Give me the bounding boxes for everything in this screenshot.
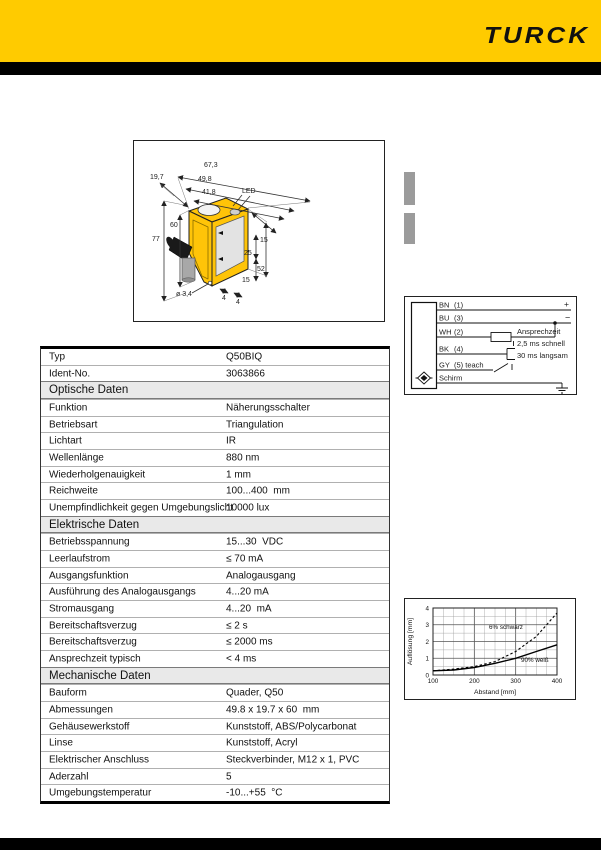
- table-row: [41, 701, 389, 718]
- dim-label: 4: [222, 295, 226, 302]
- x-tick-label: 100: [427, 678, 439, 685]
- redacted-block-2: [404, 213, 415, 244]
- product-drawing: [134, 141, 384, 321]
- pin-2-label: (2): [454, 327, 464, 337]
- table-row: [41, 633, 389, 650]
- row-label: Bereitschaftsverzug: [49, 620, 137, 632]
- row-value: 100...400 mm: [226, 485, 290, 497]
- row-label: Aderzahl: [49, 771, 89, 783]
- wire-wh-label: WH: [439, 327, 452, 337]
- row-label: Linse: [49, 737, 73, 749]
- resistor-symbol: [491, 333, 511, 342]
- row-value: 880 nm: [226, 452, 260, 464]
- slow-note: 30 ms langsam: [517, 351, 568, 360]
- wiring-diagram: [405, 297, 576, 394]
- dim-label: 67,3: [204, 162, 218, 169]
- dim-label: 15: [242, 277, 250, 284]
- row-label: Umgebungstemperatur: [49, 787, 152, 799]
- table-row: [41, 533, 389, 550]
- row-value: 49.8 x 19.7 x 60 mm: [226, 704, 320, 716]
- row-value: ≤ 2000 ms: [226, 636, 273, 648]
- dim-label: ø 3,4: [176, 291, 192, 298]
- row-label: Wellenlänge: [49, 452, 104, 464]
- chart-panel: [404, 598, 576, 700]
- y-axis-label: Auflösung [mm]: [407, 617, 414, 666]
- row-value: 15...30 VDC: [226, 536, 284, 548]
- row-label: Ausgangsfunktion: [49, 570, 129, 582]
- dim-label: 52: [257, 266, 265, 273]
- redacted-block-1: [404, 172, 415, 205]
- pin-5-label: (5) teach: [454, 360, 484, 370]
- dim-label: 15: [260, 237, 268, 244]
- table-row: [41, 650, 389, 667]
- row-value: ≤ 70 mA: [226, 553, 264, 565]
- row-value: ≤ 2 s: [226, 620, 248, 632]
- pin-1-label: (1): [454, 300, 464, 310]
- row-label: Betriebsspannung: [49, 536, 130, 548]
- table-row: [41, 784, 389, 801]
- lens-opening: [198, 205, 220, 216]
- product-drawing-panel: [133, 140, 385, 322]
- table-row: [41, 432, 389, 449]
- row-label: Reichweite: [49, 485, 98, 497]
- y-tick-label: 4: [425, 605, 429, 613]
- wire-bu-label: BU: [439, 313, 450, 323]
- turck-logo: TURCK: [484, 21, 590, 49]
- table-row: [41, 684, 389, 701]
- y-tick-label: 3: [425, 622, 429, 630]
- row-value: Q50BIQ: [226, 351, 263, 363]
- table-row: [41, 416, 389, 433]
- table-row: [41, 600, 389, 617]
- table-row: [41, 399, 389, 416]
- x-axis-label: Abstand [mm]: [474, 689, 516, 696]
- table-row: [41, 365, 389, 382]
- dim-label: 60: [170, 222, 178, 229]
- row-label: Ident-No.: [49, 368, 91, 379]
- row-label: Abmessungen: [49, 704, 113, 716]
- row-value: Kunststoff, ABS/Polycarbonat: [226, 721, 357, 733]
- row-label: Lichtart: [49, 435, 82, 447]
- row-label: Funktion: [49, 402, 88, 414]
- row-value: Triangulation: [226, 419, 284, 431]
- row-value: 1 mm: [226, 469, 251, 481]
- wire-bn-label: BN: [439, 300, 450, 310]
- row-value: -10...+55 °C: [226, 787, 283, 799]
- table-row: [41, 482, 389, 499]
- row-label: Ansprechzeit typisch: [49, 653, 141, 665]
- footer-black-bar: [0, 838, 601, 850]
- table-row: [41, 751, 389, 768]
- row-value: Quader, Q50: [226, 687, 284, 699]
- row-value: Näherungsschalter: [226, 402, 310, 414]
- row-value: 5: [226, 771, 232, 783]
- row-label: Ausführung des Analogausgangs: [49, 586, 196, 598]
- resolution-chart: [405, 599, 575, 699]
- row-value: IR: [226, 435, 236, 447]
- row-value: 4...20 mA: [226, 586, 269, 598]
- row-label: Bauform: [49, 687, 87, 699]
- plus-sign: +: [564, 299, 569, 309]
- y-tick-label: 1: [425, 655, 429, 663]
- row-label: Unempfindlichkeit gegen Umgebungslicht: [49, 502, 233, 514]
- dim-label: 41,8: [202, 189, 216, 196]
- table-section-header: Optische Daten: [41, 381, 389, 399]
- led-label: LED: [242, 188, 256, 195]
- fast-note: 2,5 ms schnell: [517, 339, 565, 348]
- table-row: [41, 449, 389, 466]
- minus-sign: −: [565, 312, 571, 323]
- dim-label: 25: [244, 250, 252, 257]
- table-row: [41, 550, 389, 567]
- dim-label: 19,7: [150, 174, 164, 181]
- row-label: Stromausgang: [49, 603, 115, 615]
- wire-bk-label: BK: [439, 344, 450, 354]
- table-row: [41, 499, 389, 516]
- dim-label: 49,8: [198, 176, 212, 183]
- dim-label: 77: [152, 236, 160, 243]
- x-tick-label: 400: [551, 678, 563, 685]
- row-value: 10000 lux: [226, 502, 270, 514]
- ground-symbol: [437, 383, 569, 393]
- y-tick-label: 2: [425, 638, 429, 646]
- row-value: Kunststoff, Acryl: [226, 737, 298, 749]
- table-row: [41, 583, 389, 600]
- row-value: Analogausgang: [226, 570, 296, 582]
- table-row: [41, 768, 389, 785]
- pin-4-label: (4): [454, 344, 464, 354]
- row-label: Typ: [49, 351, 66, 363]
- x-tick-label: 200: [469, 678, 480, 685]
- y-tick-label: 0: [425, 672, 429, 680]
- table-row: [41, 617, 389, 634]
- x-tick-label: 300: [510, 678, 521, 685]
- row-value: 3063866: [226, 368, 265, 379]
- junction-dot: [553, 321, 557, 325]
- row-label: Wiederholgenauigkeit: [49, 469, 146, 481]
- row-label: Bereitschaftsverzug: [49, 636, 137, 648]
- table-row: [41, 567, 389, 584]
- table-row: [41, 718, 389, 735]
- row-label: Betriebsart: [49, 419, 98, 431]
- series-label: 6% schwarz: [489, 624, 523, 631]
- dim-label: 4: [236, 299, 240, 306]
- row-value: < 4 ms: [226, 653, 257, 665]
- mounting-hole: [208, 281, 212, 285]
- row-label: Gehäusewerkstoff: [49, 721, 130, 733]
- row-value: 4...20 mA: [226, 603, 272, 615]
- table-row: [41, 734, 389, 751]
- header-black-bar: [0, 62, 601, 75]
- row-label: Elektrischer Anschluss: [49, 754, 150, 766]
- row-label: Leerlaufstrom: [49, 553, 111, 565]
- series-label: 90% weiß: [521, 657, 549, 664]
- spec-table: [40, 346, 390, 804]
- row-value: Steckverbinder, M12 x 1, PVC: [226, 754, 360, 766]
- table-section-header: Mechanische Daten: [41, 667, 389, 685]
- table-row: [41, 349, 389, 365]
- wire-gy-label: GY: [439, 360, 450, 370]
- response-time-note: Ansprechzeit: [517, 327, 561, 336]
- table-row: [41, 466, 389, 483]
- shield-label: Schirm: [439, 373, 463, 383]
- sensor-body: [189, 198, 248, 286]
- pin-3-label: (3): [454, 313, 464, 323]
- wiring-diagram-panel: [404, 296, 577, 395]
- table-section-header: Elektrische Daten: [41, 516, 389, 534]
